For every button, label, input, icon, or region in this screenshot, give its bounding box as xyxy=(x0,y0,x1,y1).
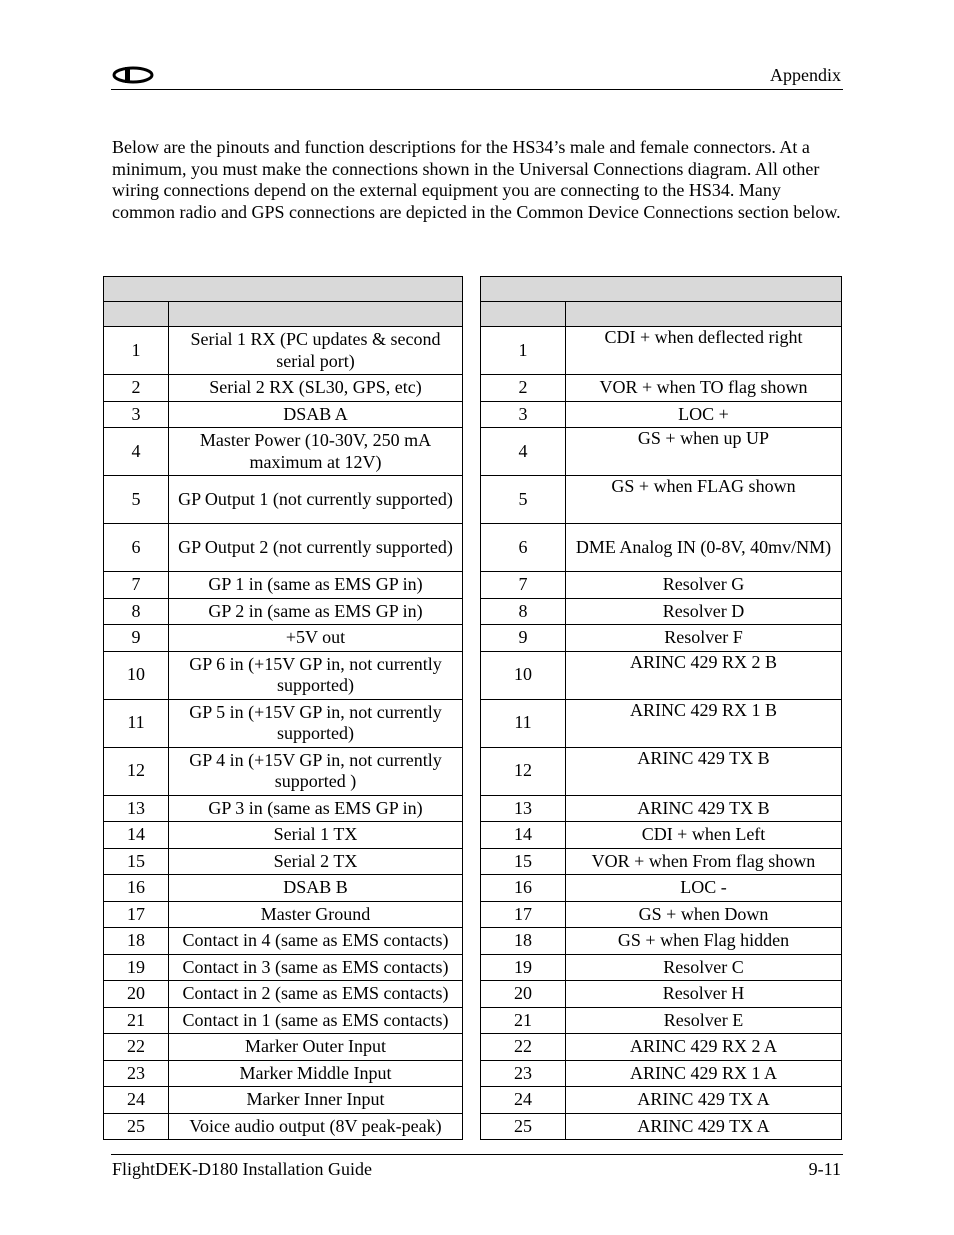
table-row xyxy=(104,954,463,981)
pin-number: 16 xyxy=(481,875,566,902)
page-footer xyxy=(111,1154,843,1183)
pin-function: Resolver G xyxy=(566,572,842,599)
pin-number: 19 xyxy=(104,954,169,981)
pin-number: 5 xyxy=(104,476,169,524)
pin-number: 6 xyxy=(481,524,566,572)
pin-function: Resolver C xyxy=(566,954,842,981)
female-connector-table xyxy=(480,276,842,1140)
pin-number: 24 xyxy=(104,1087,169,1114)
pin-number: 7 xyxy=(481,572,566,599)
pin-number: 2 xyxy=(481,375,566,402)
pin-number: 3 xyxy=(481,401,566,428)
pin-function: DSAB A xyxy=(169,401,463,428)
pin-function: Contact in 1 (same as EMS contacts) xyxy=(169,1007,463,1034)
pin-number: 13 xyxy=(481,795,566,822)
pin-number: 1 xyxy=(481,327,566,375)
table-row xyxy=(481,651,842,699)
table-row xyxy=(481,572,842,599)
table-row xyxy=(481,1113,842,1140)
table-row xyxy=(481,598,842,625)
table-row xyxy=(104,822,463,849)
pin-number: 21 xyxy=(104,1007,169,1034)
table-title xyxy=(104,277,463,302)
pin-function: DSAB B xyxy=(169,875,463,902)
table-row xyxy=(104,747,463,795)
footer-document-title: FlightDEK-D180 Installation Guide xyxy=(112,1159,372,1179)
pin-number: 5 xyxy=(481,476,566,524)
table-row xyxy=(481,375,842,402)
pin-number: 2 xyxy=(104,375,169,402)
table-row xyxy=(104,1113,463,1140)
pin-function: GS + when Flag hidden xyxy=(566,928,842,955)
pin-function: GP 2 in (same as EMS GP in) xyxy=(169,598,463,625)
pin-function: ARINC 429 RX 2 A xyxy=(566,1034,842,1061)
pin-function: VOR + when From flag shown xyxy=(566,848,842,875)
pin-number: 11 xyxy=(104,699,169,747)
pin-function: VOR + when TO flag shown xyxy=(566,375,842,402)
table-row xyxy=(104,651,463,699)
column-header-pin xyxy=(104,302,169,327)
pin-number: 13 xyxy=(104,795,169,822)
table-row xyxy=(481,795,842,822)
company-logo-icon xyxy=(111,66,155,84)
pin-number: 8 xyxy=(481,598,566,625)
page-number: 9-11 xyxy=(808,1159,841,1179)
pin-function: Master Power (10-30V, 250 mA maximum at 12V) xyxy=(169,428,463,476)
table-row xyxy=(481,901,842,928)
table-row xyxy=(104,699,463,747)
pin-number: 7 xyxy=(104,572,169,599)
pin-number: 24 xyxy=(481,1087,566,1114)
table-row xyxy=(104,875,463,902)
pin-number: 9 xyxy=(481,625,566,652)
pin-function: GP 6 in (+15V GP in, not currently supported) xyxy=(169,651,463,699)
table-row xyxy=(481,1060,842,1087)
pin-function: GP 5 in (+15V GP in, not currently supported) xyxy=(169,699,463,747)
table-row xyxy=(104,1060,463,1087)
table-row xyxy=(104,524,463,572)
table-row xyxy=(481,625,842,652)
pin-number: 17 xyxy=(104,901,169,928)
pin-number: 15 xyxy=(104,848,169,875)
table-row xyxy=(104,625,463,652)
table-row xyxy=(104,598,463,625)
table-row xyxy=(104,1087,463,1114)
pin-function: ARINC 429 RX 1 A xyxy=(566,1060,842,1087)
pin-function: CDI + when deflected right xyxy=(566,327,842,375)
column-header-pin xyxy=(481,302,566,327)
pin-function: Serial 2 TX xyxy=(169,848,463,875)
pin-function: ARINC 429 TX A xyxy=(566,1113,842,1140)
pin-number: 14 xyxy=(104,822,169,849)
intro-paragraph: Below are the pinouts and function descriptions for the HS34’s male and female connectors. At a minimum, you must make the connections shown in the Universal Connections diagram. All other wiring connections depend on the external equipment you are connecting to the HS34. Many common radio and GPS connections are depicted in the Common Device Connections section below. xyxy=(112,137,841,222)
pin-number: 12 xyxy=(104,747,169,795)
pin-function: Marker Middle Input xyxy=(169,1060,463,1087)
pin-number: 6 xyxy=(104,524,169,572)
table-row xyxy=(104,401,463,428)
table-row xyxy=(481,1034,842,1061)
pin-function: LOC + xyxy=(566,401,842,428)
pin-number: 8 xyxy=(104,598,169,625)
pin-number: 19 xyxy=(481,954,566,981)
pin-number: 18 xyxy=(104,928,169,955)
pin-function: Master Ground xyxy=(169,901,463,928)
pin-number: 15 xyxy=(481,848,566,875)
table-row xyxy=(104,476,463,524)
pin-number: 3 xyxy=(104,401,169,428)
pin-number: 16 xyxy=(104,875,169,902)
pin-number: 23 xyxy=(481,1060,566,1087)
table-row xyxy=(104,1034,463,1061)
table-row xyxy=(104,981,463,1008)
table-row xyxy=(481,848,842,875)
pin-function: GP Output 2 (not currently supported) xyxy=(169,524,463,572)
pin-number: 11 xyxy=(481,699,566,747)
pin-function: ARINC 429 TX A xyxy=(566,1087,842,1114)
column-header-function xyxy=(566,302,842,327)
column-header-function xyxy=(169,302,463,327)
pin-function: Serial 1 RX (PC updates & second serial port) xyxy=(169,327,463,375)
pin-function: GP 4 in (+15V GP in, not currently supported ) xyxy=(169,747,463,795)
pin-function: GS + when FLAG shown xyxy=(566,476,842,524)
pin-number: 25 xyxy=(481,1113,566,1140)
table-row xyxy=(104,327,463,375)
table-row xyxy=(481,1007,842,1034)
pin-number: 10 xyxy=(104,651,169,699)
pin-function: Serial 1 TX xyxy=(169,822,463,849)
table-row xyxy=(481,524,842,572)
pin-function: Marker Outer Input xyxy=(169,1034,463,1061)
page-header xyxy=(111,62,843,90)
table-row xyxy=(481,327,842,375)
pin-number: 17 xyxy=(481,901,566,928)
pin-number: 25 xyxy=(104,1113,169,1140)
pin-function: CDI + when Left xyxy=(566,822,842,849)
table-row xyxy=(481,875,842,902)
pin-function: +5V out xyxy=(169,625,463,652)
table-row xyxy=(481,428,842,476)
male-connector-table xyxy=(103,276,463,1140)
pin-function: GS + when Down xyxy=(566,901,842,928)
pin-function: Resolver H xyxy=(566,981,842,1008)
table-row xyxy=(481,401,842,428)
pin-number: 22 xyxy=(104,1034,169,1061)
pin-number: 14 xyxy=(481,822,566,849)
pin-function: GS + when up UP xyxy=(566,428,842,476)
table-row xyxy=(481,928,842,955)
pin-function: DME Analog IN (0-8V, 40mv/NM) xyxy=(566,524,842,572)
pin-function: GP Output 1 (not currently supported) xyxy=(169,476,463,524)
pin-function: Contact in 2 (same as EMS contacts) xyxy=(169,981,463,1008)
pin-function: Resolver E xyxy=(566,1007,842,1034)
table-row xyxy=(481,1087,842,1114)
table-row xyxy=(104,428,463,476)
pin-function: GP 1 in (same as EMS GP in) xyxy=(169,572,463,599)
pin-number: 20 xyxy=(481,981,566,1008)
pin-function: GP 3 in (same as EMS GP in) xyxy=(169,795,463,822)
table-title xyxy=(481,277,842,302)
pin-function: ARINC 429 RX 1 B xyxy=(566,699,842,747)
pin-function: Contact in 3 (same as EMS contacts) xyxy=(169,954,463,981)
pin-function: Contact in 4 (same as EMS contacts) xyxy=(169,928,463,955)
table-row xyxy=(104,848,463,875)
table-row xyxy=(481,699,842,747)
pin-number: 12 xyxy=(481,747,566,795)
pin-number: 4 xyxy=(104,428,169,476)
pin-number: 9 xyxy=(104,625,169,652)
pin-function: Resolver D xyxy=(566,598,842,625)
pin-number: 22 xyxy=(481,1034,566,1061)
header-title: Appendix xyxy=(770,65,841,85)
pin-function: Resolver F xyxy=(566,625,842,652)
table-row xyxy=(104,1007,463,1034)
pin-number: 18 xyxy=(481,928,566,955)
table-row xyxy=(481,747,842,795)
table-row xyxy=(104,795,463,822)
table-row xyxy=(481,981,842,1008)
pin-function: LOC - xyxy=(566,875,842,902)
pin-number: 23 xyxy=(104,1060,169,1087)
pin-number: 1 xyxy=(104,327,169,375)
pin-function: Marker Inner Input xyxy=(169,1087,463,1114)
table-row xyxy=(104,572,463,599)
pin-function: ARINC 429 TX B xyxy=(566,747,842,795)
table-row xyxy=(104,901,463,928)
pin-number: 20 xyxy=(104,981,169,1008)
table-row xyxy=(481,954,842,981)
pin-number: 21 xyxy=(481,1007,566,1034)
pin-function: Voice audio output (8V peak-peak) xyxy=(169,1113,463,1140)
table-row xyxy=(481,476,842,524)
table-row xyxy=(104,928,463,955)
table-row xyxy=(104,375,463,402)
pin-function: ARINC 429 TX B xyxy=(566,795,842,822)
table-row xyxy=(481,822,842,849)
pin-function: ARINC 429 RX 2 B xyxy=(566,651,842,699)
pin-number: 4 xyxy=(481,428,566,476)
pin-number: 10 xyxy=(481,651,566,699)
pin-function: Serial 2 RX (SL30, GPS, etc) xyxy=(169,375,463,402)
